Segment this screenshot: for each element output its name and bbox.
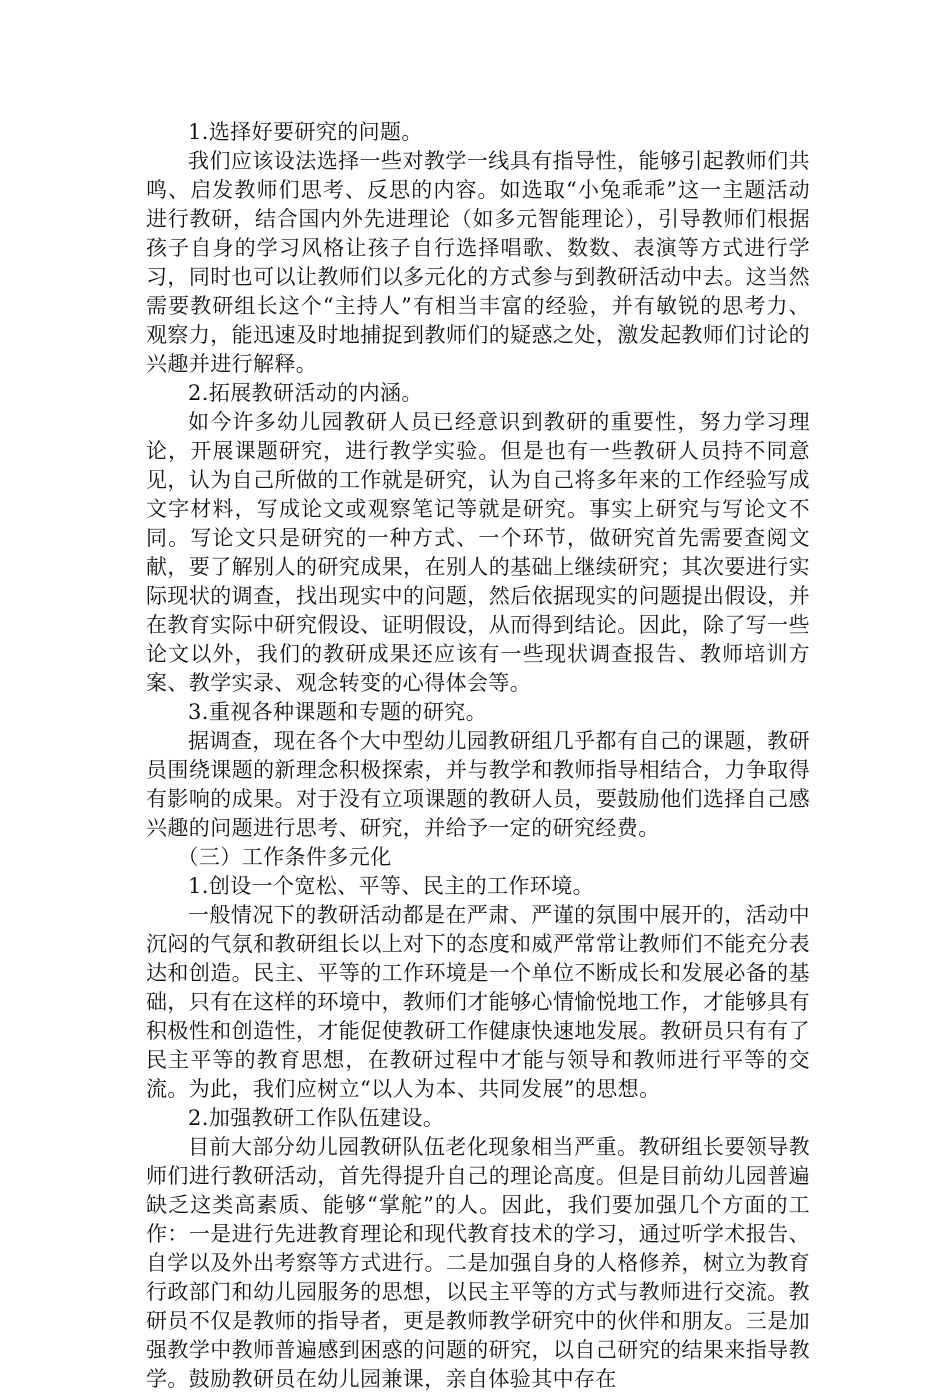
paragraph-value-research: 据调查，现在各个大中型幼儿园教研组几乎都有自己的课题，教研员围绕课题的新理念积极探索，并与教学和教师指导相结合，力争取得有影响的成果。对于没有立项课题的教研人员，要鼓励他们选择自己感兴趣的问题进行思考、研究，并给予一定的研究经费。 [146, 729, 810, 840]
subheading-expand-connotation: 2.拓展教研活动的内涵。 [188, 381, 423, 405]
subheading-value-research: 3.重视各种课题和专题的研究。 [188, 700, 488, 724]
subheading-choose-problem: 1.选择好要研究的问题。 [188, 120, 423, 144]
subheading-work-environment: 1.创设一个宽松、平等、民主的工作环境。 [188, 874, 595, 898]
paragraph-work-environment: 一般情况下的教研活动都是在严肃、严谨的氛围中展开的，活动中沉闷的气氛和教研组长以上对下的态度和威严常常让教师们不能充分表达和创造。民主、平等的工作环境是一个单位不断成长和发展必备的基础，只有在这样的环境中，教师们才能够心情愉悦地工作，才能够具有积极性和创造性，才能促使教研工作健康快速地发展。教研员只有有了民主平等的教育思想，在教研过程中才能与领导和教师进行平等的交流。为此，我们应树立“以人为本、共同发展”的思想。 [146, 903, 810, 1101]
subheading-team-building: 2.加强教研工作队伍建设。 [188, 1106, 445, 1130]
paragraph-expand-connotation: 如今许多幼儿园教研人员已经意识到教研的重要性，努力学习理论，开展课题研究，进行教学实验。但是也有一些教研人员持不同意见，认为自己所做的工作就是研究，认为自己将多年来的工作经验写成文字材料，写成论文或观察笔记等就是研究。事实上研究与写论文不同。写论文只是研究的一种方式、一个环节，做研究首先需要查阅文献，要了解别人的研究成果，在别人的基础上继续研究；其次要进行实际现状的调查，找出现实中的问题，然后依据现实的问题提出假设，并在教育实际中研究假设、证明假设，从而得到结论。因此，除了写一些论文以外，我们的教研成果还应该有一些现状调查报告、教师培训方案、教学实录、观念转变的心得体会等。 [146, 410, 810, 695]
paragraph-team-building: 目前大部分幼儿园教研队伍老化现象相当严重。教研组长要领导教师们进行教研活动，首先得提升自己的理论高度。但是目前幼儿园普遍缺乏这类高素质、能够“掌舵”的人。因此，我们要加强几个方面的工作：一是进行先进教育理论和现代教育技术的学习，通过听学术报告、自学以及外出考察等方式进行。二是加强自身的人格修养，树立为教育行政部门和幼儿园服务的思想，以民主平等的方式与教师进行交流。教研员不仅是教师的指导者，更是教师教学研究中的伙伴和朋友。三是加强教学中教师普遍感到困惑的问题的研究，以自己研究的结果来指导教学。鼓励教研员在幼儿园兼课，亲自体验其中存在 [146, 1135, 810, 1391]
section-heading-working-conditions: （三）工作条件多元化 [177, 845, 392, 869]
document-body [146, 118, 810, 1394]
paragraph-choose-problem: 我们应该设法选择一些对教学一线具有指导性，能够引起教师们共鸣、启发教师们思考、反思的内容。如选取“小兔乖乖”这一主题活动进行教研，结合国内外先进理论（如多元智能理论），引导教师们根据孩子自身的学习风格让孩子自行选择唱歌、数数、表演等方式进行学习，同时也可以让教师们以多元化的方式参与到教研活动中去。这当然需要教研组长这个“主持人”有相当丰富的经验，并有敏锐的思考力、观察力，能迅速及时地捕捉到教师们的疑惑之处，激发起教师们讨论的兴趣并进行解释。 [146, 149, 810, 376]
